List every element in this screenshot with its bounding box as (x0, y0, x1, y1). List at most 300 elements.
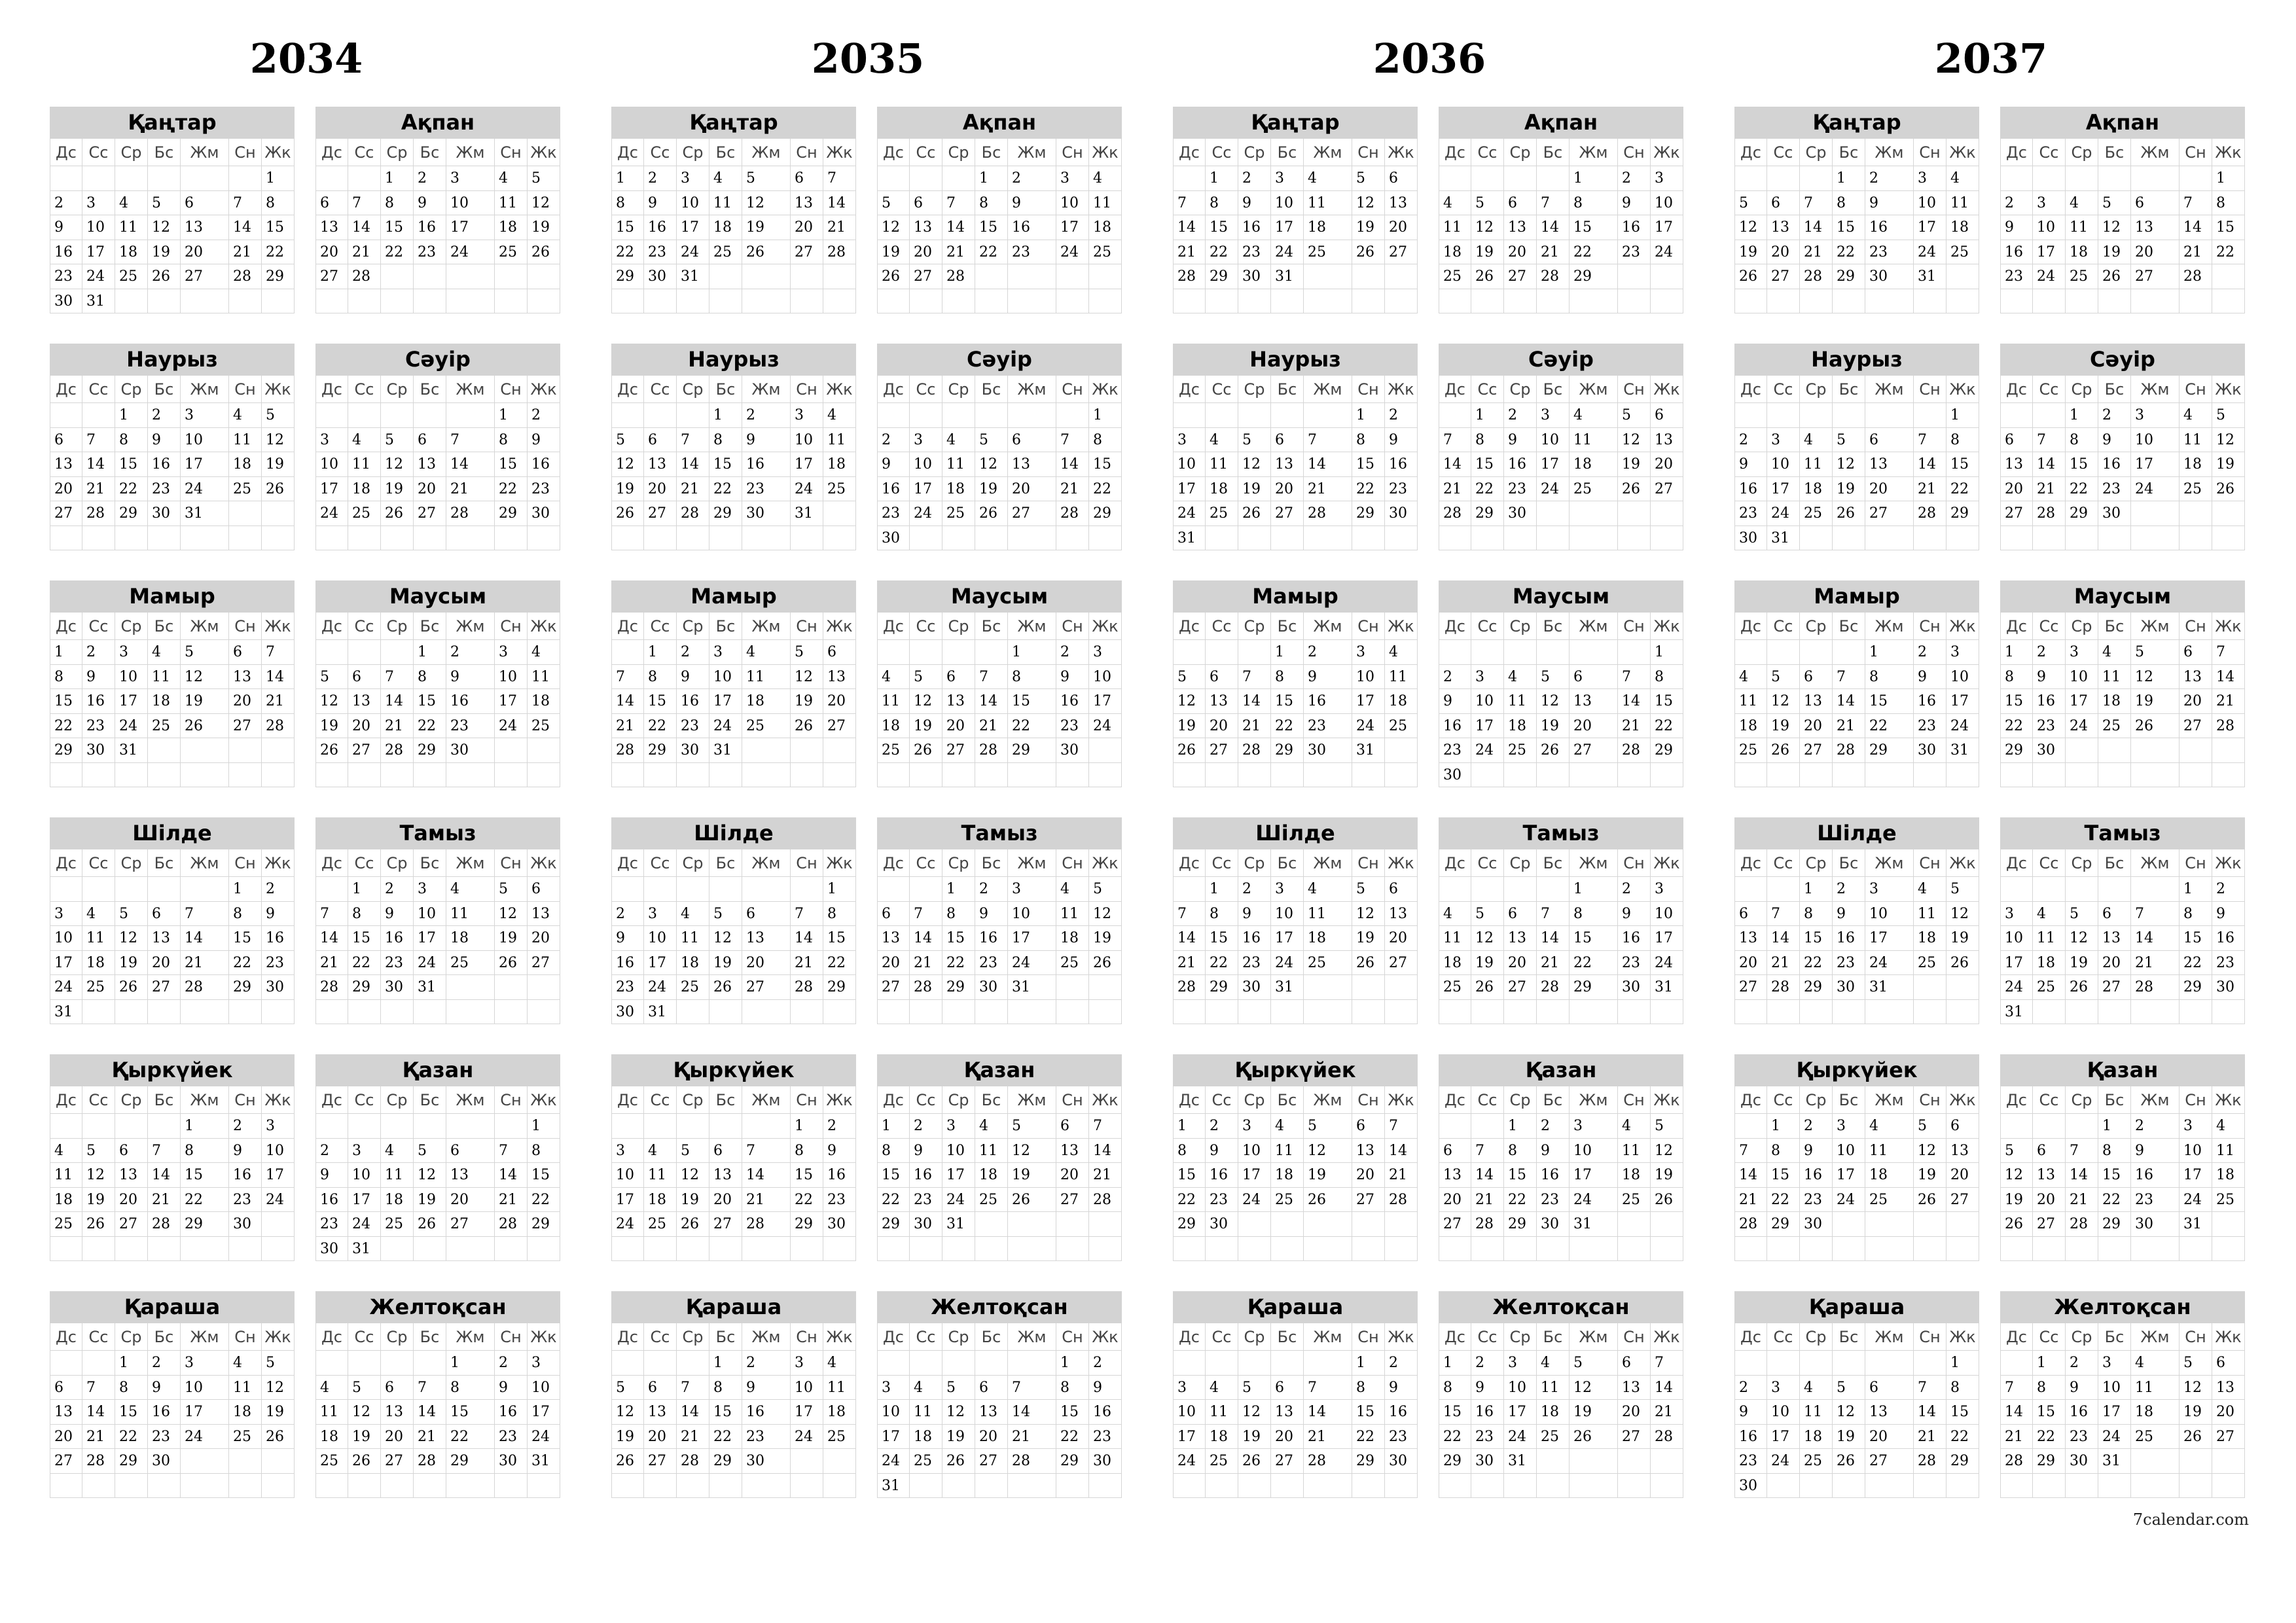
weekday-label: Сн (229, 849, 262, 877)
day-cell (1734, 1114, 1767, 1139)
weekday-label: Сн (791, 849, 823, 877)
day-cell: 11 (2179, 428, 2212, 453)
day-cell: 23 (975, 951, 1008, 976)
day-cell: 6 (1206, 665, 1238, 690)
year-block-2034 (50, 0, 563, 1571)
day-cell: 2 (2066, 1351, 2098, 1376)
day-cell: 7 (82, 1376, 115, 1400)
day-cell: 5 (1767, 665, 1800, 690)
day-cell (1439, 877, 1471, 902)
day-cell: 10 (2131, 428, 2179, 453)
day-cell (1173, 166, 1206, 191)
day-cell: 7 (1767, 902, 1800, 927)
day-cell: 21 (315, 951, 348, 976)
day-cell: 2 (1238, 877, 1271, 902)
day-cell (414, 1237, 446, 1262)
day-cell: 20 (528, 926, 560, 951)
day-cell (1946, 975, 1979, 1000)
day-cell: 5 (115, 902, 148, 927)
day-cell (1833, 403, 1865, 428)
day-cell (942, 1000, 975, 1025)
day-cell (1304, 264, 1352, 289)
day-cell: 26 (1651, 1188, 1683, 1213)
day-cell: 17 (1173, 477, 1206, 502)
day-cell: 9 (262, 902, 295, 927)
day-cell: 3 (1056, 166, 1089, 191)
day-cell: 9 (1304, 665, 1352, 690)
day-cell: 27 (644, 501, 677, 526)
day-cell: 2 (414, 166, 446, 191)
day-cell: 5 (148, 191, 181, 216)
day-cell: 29 (709, 501, 742, 526)
weekday-label: Ср (677, 139, 709, 166)
day-cell: 1 (528, 1114, 560, 1139)
day-cell: 17 (82, 240, 115, 265)
weekday-label: Бс (148, 613, 181, 640)
day-cell: 27 (1206, 738, 1238, 763)
day-cell: 25 (1946, 240, 1979, 265)
day-cell: 1 (1439, 1351, 1471, 1376)
day-cell: 30 (1385, 501, 1418, 526)
day-cell (446, 1114, 495, 1139)
day-cell: 23 (1734, 501, 1767, 526)
day-cell (1439, 1114, 1471, 1139)
month-grid (1173, 139, 1418, 313)
day-cell (2212, 501, 2245, 526)
weekday-label: Сс (1471, 139, 1504, 166)
day-cell: 28 (1833, 738, 1865, 763)
day-cell: 4 (709, 166, 742, 191)
day-cell (742, 1237, 791, 1262)
day-cell: 21 (1914, 477, 1946, 502)
weekday-label: Жк (823, 1086, 856, 1114)
weekday-label: Бс (2098, 376, 2131, 403)
day-cell: 25 (528, 714, 560, 739)
day-cell: 17 (414, 926, 446, 951)
day-cell: 12 (2131, 665, 2179, 690)
day-cell: 13 (2033, 1163, 2066, 1188)
day-cell: 1 (877, 1114, 910, 1139)
day-cell (148, 1237, 181, 1262)
weekday-label: Дс (1439, 139, 1471, 166)
day-cell: 7 (82, 428, 115, 453)
weekday-label: Ср (1504, 376, 1537, 403)
day-cell: 30 (495, 1449, 528, 1474)
day-cell: 4 (446, 877, 495, 902)
day-cell (2000, 403, 2033, 428)
month-name: Мамыр (1173, 580, 1418, 613)
weekday-label: Бс (2098, 1086, 2131, 1114)
day-cell: 13 (181, 215, 229, 240)
day-cell: 31 (1504, 1449, 1537, 1474)
day-cell: 1 (1206, 877, 1238, 902)
day-cell: 15 (2066, 452, 2098, 477)
day-cell: 22 (1089, 477, 1122, 502)
day-cell: 27 (791, 240, 823, 265)
weekday-label: Ср (942, 1323, 975, 1351)
day-cell: 22 (528, 1188, 560, 1213)
day-cell: 21 (1385, 1163, 1418, 1188)
day-cell: 7 (1537, 902, 1570, 927)
day-cell: 21 (2212, 689, 2245, 714)
weekday-label: Ср (942, 849, 975, 877)
day-cell: 24 (1008, 951, 1056, 976)
day-cell: 24 (495, 714, 528, 739)
weekday-label: Жк (2212, 139, 2245, 166)
day-cell (1946, 1000, 1979, 1025)
weekday-label: Ср (1504, 613, 1537, 640)
weekday-label: Сн (1914, 613, 1946, 640)
day-cell (2179, 166, 2212, 191)
weekday-label: Сн (791, 1086, 823, 1114)
day-cell: 25 (1537, 1425, 1570, 1450)
day-cell: 23 (1089, 1425, 1122, 1450)
day-cell: 24 (1271, 240, 1304, 265)
weekday-label: Сн (1056, 1086, 1089, 1114)
day-cell: 26 (1471, 975, 1504, 1000)
day-cell: 21 (1833, 714, 1865, 739)
day-cell (115, 877, 148, 902)
day-cell (1651, 526, 1683, 551)
day-cell: 16 (1089, 1400, 1122, 1425)
day-cell: 15 (2098, 1163, 2131, 1188)
day-cell: 6 (414, 428, 446, 453)
day-cell: 16 (742, 1400, 791, 1425)
day-cell (1570, 1474, 1618, 1499)
day-cell (2212, 289, 2245, 314)
day-cell: 5 (791, 640, 823, 665)
day-cell (1271, 763, 1304, 788)
day-cell (1618, 526, 1651, 551)
weekday-label: Сн (1618, 1323, 1651, 1351)
day-cell: 23 (2212, 951, 2245, 976)
day-cell (446, 763, 495, 788)
weekday-label: Бс (1833, 376, 1865, 403)
day-cell: 27 (1570, 738, 1618, 763)
month-calendar (315, 1054, 560, 1261)
month-name: Қаңтар (1173, 107, 1418, 139)
weekday-label: Сн (229, 1086, 262, 1114)
day-cell: 14 (823, 191, 856, 216)
year-title: 2037 (1934, 35, 2048, 82)
day-cell: 10 (2033, 215, 2066, 240)
day-cell: 29 (1206, 975, 1238, 1000)
day-cell: 12 (975, 452, 1008, 477)
day-cell: 22 (791, 1188, 823, 1213)
month-grid (877, 849, 1122, 1024)
day-cell (942, 403, 975, 428)
day-cell (1651, 289, 1683, 314)
day-cell: 16 (528, 452, 560, 477)
day-cell: 3 (262, 1114, 295, 1139)
day-cell: 21 (1173, 240, 1206, 265)
weekday-label: Ср (2066, 1086, 2098, 1114)
weekday-label: Сн (495, 1323, 528, 1351)
day-cell: 8 (446, 1376, 495, 1400)
day-cell: 26 (2066, 975, 2098, 1000)
day-cell: 7 (742, 1139, 791, 1164)
day-cell (975, 640, 1008, 665)
weekday-label: Бс (2098, 613, 2131, 640)
day-cell: 22 (1206, 951, 1238, 976)
month-name: Қыркүйек (50, 1054, 295, 1086)
day-cell: 11 (1439, 926, 1471, 951)
weekday-label: Бс (709, 139, 742, 166)
day-cell: 24 (115, 714, 148, 739)
day-cell: 22 (1352, 477, 1385, 502)
day-cell (910, 1237, 942, 1262)
day-cell (1056, 526, 1089, 551)
day-cell: 14 (148, 1163, 181, 1188)
day-cell (2098, 1237, 2131, 1262)
day-cell: 23 (1008, 240, 1056, 265)
day-cell: 14 (1734, 1163, 1767, 1188)
day-cell: 21 (82, 477, 115, 502)
day-cell: 27 (528, 951, 560, 976)
day-cell: 26 (262, 477, 295, 502)
day-cell: 4 (823, 403, 856, 428)
weekday-label: Сс (348, 1086, 381, 1114)
month-grid (1173, 376, 1418, 550)
day-cell (2212, 1237, 2245, 1262)
day-cell: 12 (611, 1400, 644, 1425)
weekday-label: Сс (644, 139, 677, 166)
day-cell: 4 (1439, 902, 1471, 927)
day-cell (1056, 1212, 1089, 1237)
weekday-label: Жм (742, 139, 791, 166)
day-cell: 20 (1865, 477, 1914, 502)
month-grid (877, 139, 1122, 313)
day-cell: 9 (1385, 428, 1418, 453)
month-name: Қаңтар (50, 107, 295, 139)
day-cell: 2 (823, 1114, 856, 1139)
day-cell (791, 738, 823, 763)
day-cell (1056, 289, 1089, 314)
day-cell (315, 403, 348, 428)
day-cell (1056, 1000, 1089, 1025)
day-cell: 19 (1238, 1425, 1271, 1450)
weekday-label: Сн (229, 376, 262, 403)
month-grid (315, 1086, 560, 1261)
weekday-label: Дс (50, 613, 82, 640)
day-cell: 30 (229, 1212, 262, 1237)
day-cell (611, 289, 644, 314)
day-cell (910, 1000, 942, 1025)
day-cell (82, 526, 115, 551)
day-cell: 31 (677, 264, 709, 289)
day-cell (2033, 1237, 2066, 1262)
day-cell: 11 (877, 689, 910, 714)
day-cell (1385, 526, 1418, 551)
day-cell: 16 (2066, 1400, 2098, 1425)
day-cell: 25 (2212, 1188, 2245, 1213)
day-cell: 19 (348, 1425, 381, 1450)
day-cell: 3 (644, 902, 677, 927)
day-cell: 27 (2212, 1425, 2245, 1450)
month-name: Қазан (1439, 1054, 1683, 1086)
day-cell: 13 (1439, 1163, 1471, 1188)
day-cell: 1 (1504, 1114, 1537, 1139)
weekday-label: Сн (1352, 376, 1385, 403)
day-cell: 21 (823, 215, 856, 240)
day-cell: 3 (611, 1139, 644, 1164)
day-cell: 17 (2098, 1400, 2131, 1425)
day-cell (1238, 289, 1271, 314)
weekday-label: Дс (50, 849, 82, 877)
day-cell: 8 (262, 191, 295, 216)
day-cell: 23 (2000, 264, 2033, 289)
day-cell: 13 (1271, 1400, 1304, 1425)
weekday-label: Ср (677, 613, 709, 640)
weekday-label: Жм (181, 613, 229, 640)
day-cell: 23 (1471, 1425, 1504, 1450)
day-cell: 18 (709, 215, 742, 240)
day-cell: 22 (2066, 477, 2098, 502)
day-cell (677, 1351, 709, 1376)
day-cell (1504, 1474, 1537, 1499)
weekday-label: Ср (2066, 376, 2098, 403)
day-cell: 13 (315, 215, 348, 240)
weekday-label: Сн (1914, 849, 1946, 877)
day-cell: 26 (2179, 1425, 2212, 1450)
day-cell: 5 (1008, 1114, 1056, 1139)
day-cell: 8 (1800, 902, 1833, 927)
day-cell (2131, 738, 2179, 763)
day-cell (677, 1114, 709, 1139)
day-cell: 8 (528, 1139, 560, 1164)
weekday-label: Дс (877, 849, 910, 877)
month-calendar (1173, 1054, 1418, 1261)
day-cell: 22 (1800, 951, 1833, 976)
day-cell: 9 (381, 902, 414, 927)
day-cell: 9 (644, 191, 677, 216)
day-cell: 27 (709, 1212, 742, 1237)
day-cell (1914, 289, 1946, 314)
day-cell: 11 (1504, 689, 1537, 714)
day-cell: 17 (528, 1400, 560, 1425)
day-cell: 9 (2098, 428, 2131, 453)
day-cell (910, 166, 942, 191)
day-cell (975, 526, 1008, 551)
month-name: Қараша (611, 1291, 856, 1323)
day-cell: 5 (495, 877, 528, 902)
weekday-label: Дс (1173, 1323, 1206, 1351)
day-cell (50, 166, 82, 191)
day-cell: 13 (1206, 689, 1238, 714)
day-cell (791, 1237, 823, 1262)
weekday-label: Бс (1537, 376, 1570, 403)
weekday-label: Жм (1304, 1086, 1352, 1114)
day-cell (1439, 289, 1471, 314)
day-cell: 11 (823, 428, 856, 453)
weekday-label: Жк (262, 139, 295, 166)
weekday-label: Жк (1089, 1323, 1122, 1351)
weekday-label: Сс (1471, 376, 1504, 403)
day-cell: 4 (1304, 166, 1352, 191)
weekday-label: Сн (1914, 1086, 1946, 1114)
day-cell (315, 763, 348, 788)
day-cell: 27 (1385, 240, 1418, 265)
day-cell: 28 (1734, 1212, 1767, 1237)
day-cell: 13 (1800, 689, 1833, 714)
day-cell (2212, 763, 2245, 788)
day-cell: 22 (1651, 714, 1683, 739)
day-cell (910, 877, 942, 902)
day-cell: 21 (414, 1425, 446, 1450)
day-cell (1767, 1000, 1800, 1025)
day-cell: 15 (2000, 689, 2033, 714)
day-cell: 22 (1056, 1425, 1089, 1450)
day-cell (1865, 1351, 1914, 1376)
day-cell: 28 (2131, 975, 2179, 1000)
day-cell: 13 (910, 215, 942, 240)
day-cell: 30 (1304, 738, 1352, 763)
day-cell: 9 (1504, 428, 1537, 453)
weekday-label: Жм (181, 849, 229, 877)
day-cell (115, 763, 148, 788)
day-cell: 19 (262, 452, 295, 477)
day-cell: 26 (2131, 714, 2179, 739)
day-cell: 14 (1651, 1376, 1683, 1400)
day-cell: 20 (709, 1188, 742, 1213)
day-cell (495, 1237, 528, 1262)
day-cell: 14 (611, 689, 644, 714)
day-cell: 31 (1946, 738, 1979, 763)
day-cell: 2 (1471, 1351, 1504, 1376)
day-cell: 1 (1089, 403, 1122, 428)
day-cell: 31 (1570, 1212, 1618, 1237)
day-cell: 3 (942, 1114, 975, 1139)
day-cell: 4 (229, 1351, 262, 1376)
day-cell: 31 (1271, 975, 1304, 1000)
weekday-label: Дс (50, 1086, 82, 1114)
day-cell: 9 (229, 1139, 262, 1164)
day-cell (528, 264, 560, 289)
day-cell: 8 (2000, 665, 2033, 690)
day-cell: 13 (742, 926, 791, 951)
day-cell: 13 (1008, 452, 1056, 477)
day-cell: 15 (1352, 1400, 1385, 1425)
day-cell: 12 (611, 452, 644, 477)
day-cell: 28 (677, 1449, 709, 1474)
day-cell (910, 526, 942, 551)
day-cell: 24 (50, 975, 82, 1000)
day-cell: 12 (1471, 926, 1504, 951)
weekday-label: Дс (315, 1323, 348, 1351)
day-cell: 12 (381, 452, 414, 477)
day-cell: 18 (975, 1163, 1008, 1188)
day-cell: 27 (229, 714, 262, 739)
day-cell: 12 (1618, 428, 1651, 453)
day-cell: 16 (1385, 452, 1418, 477)
day-cell: 11 (1734, 689, 1767, 714)
day-cell: 7 (1238, 665, 1271, 690)
day-cell (2066, 166, 2098, 191)
day-cell: 25 (2033, 975, 2066, 1000)
day-cell (975, 403, 1008, 428)
day-cell: 14 (1800, 215, 1833, 240)
day-cell: 5 (1570, 1351, 1618, 1376)
day-cell: 30 (1089, 1449, 1122, 1474)
day-cell (1833, 1212, 1865, 1237)
day-cell: 28 (315, 975, 348, 1000)
day-cell: 7 (446, 428, 495, 453)
day-cell (148, 1114, 181, 1139)
day-cell: 23 (495, 1425, 528, 1450)
day-cell (528, 1237, 560, 1262)
day-cell (1914, 403, 1946, 428)
month-grid (877, 376, 1122, 550)
